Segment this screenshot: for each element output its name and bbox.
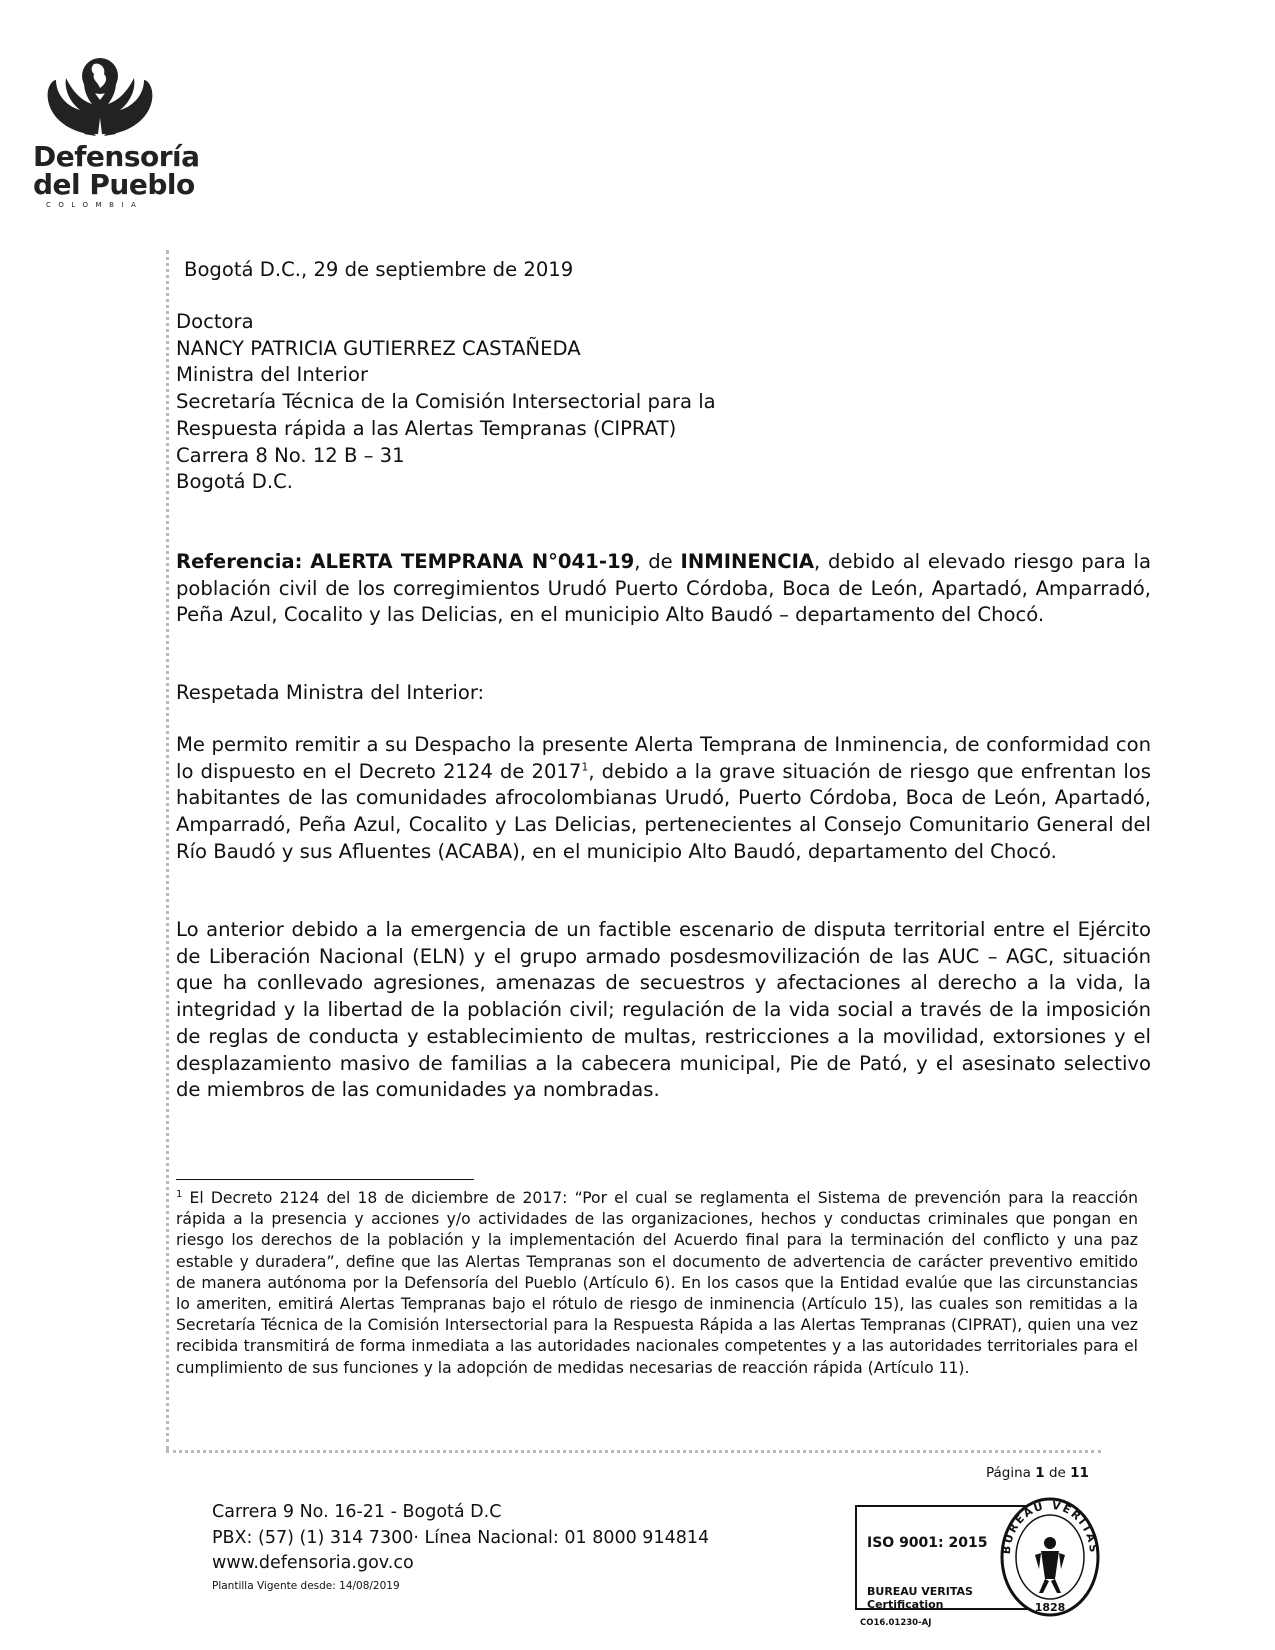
paragraph-1-text-a: Me permito remitir a su Despacho la presente Alerta Temprana de Inminencia, de conformidad con lo dispuesto en el Decreto 2124 de 2017	[176, 733, 1151, 783]
reference-label: Referencia:	[176, 550, 303, 573]
recipient-city: Bogotá D.C.	[176, 470, 293, 494]
dove-hands-icon	[40, 50, 160, 140]
page-of: de	[1048, 1465, 1066, 1481]
footer-address: Carrera 9 No. 16-21 - Bogotá D.C	[212, 1502, 502, 1522]
iso-certification-badge	[855, 1495, 1125, 1635]
reference-connector: , de	[634, 550, 681, 573]
reference-paragraph	[176, 549, 1151, 629]
page-total: 11	[1070, 1465, 1089, 1481]
certificate-code: CO16.01230-AJ	[860, 1618, 932, 1628]
body-paragraph-2: Lo anterior debido a la emergencia de un factible escenario de disputa territorial entre el Ejército de Liberación Nacional (ELN) y el grupo armado posdesmovilización de las AUC – AGC, situación que ha conllevado agresiones, amenazas de secuestros y afectaciones al derecho a la vida, la integridad y la libertad de la población civil; regulación de la vida social a través de la imposición de reglas de conducta y establecimiento de multas, restricciones a la movilidad, extorsiones y el desplazamiento masivo de familias a la cabecera municipal, Pie de Pató, y el asesinato selectivo de miembros de las comunidades ya nombradas.	[176, 918, 1151, 1102]
logo-title-line2: del Pueblo	[33, 168, 195, 201]
reference-alert-number: ALERTA TEMPRANA N°041-19	[310, 550, 635, 573]
bureau-veritas-label	[867, 1585, 973, 1611]
footnote-reference: 1	[581, 760, 589, 774]
bv-line2: Certification	[867, 1598, 944, 1611]
recipient-position: Ministra del Interior	[176, 363, 369, 387]
footer-website: www.defensoria.gov.co	[212, 1553, 414, 1573]
logo-country: COLOMBIA	[46, 201, 144, 209]
recipient-block	[176, 309, 1151, 496]
reference-alert-type: INMINENCIA	[680, 550, 815, 573]
seal-ring-text: BUREAU VERITAS	[999, 1498, 1101, 1555]
salutation: Respetada Ministra del Interior:	[176, 681, 485, 704]
seal-year: 1828	[1034, 1601, 1066, 1614]
page-number	[986, 1465, 1089, 1481]
bottom-dotted-rule	[166, 1450, 1101, 1453]
iso-label: ISO 9001: 2015	[867, 1535, 988, 1551]
recipient-title: Doctora	[176, 310, 254, 333]
footnote-separator	[176, 1179, 474, 1180]
letter-date: Bogotá D.C., 29 de septiembre de 2019	[184, 258, 574, 281]
footnote-marker: 1	[176, 1188, 183, 1200]
recipient-street: Carrera 8 No. 12 B – 31	[176, 443, 405, 467]
page-current: 1	[1035, 1465, 1045, 1481]
left-margin-dotted-rule	[166, 250, 169, 1450]
footnote	[176, 1188, 1138, 1379]
bureau-veritas-seal-icon	[995, 1495, 1105, 1623]
footnote-text: El Decreto 2124 del 18 de diciembre de 2017: “Por el cual se reglamenta el Sistema de prevención para la reacción rápida a la presencia y acciones y/o actividades de las organizaciones, hechos y conductas criminales que pongan en riesgo los derechos de la población y la implementación del Acuerdo final para la terminación del conflicto y una paz estable y duradera”, define que las Alertas Tempranas son el documento de advertencia de carácter preventivo emitido de manera autónoma por la Defensoría del Pueblo (Artículo 6). En los casos que la Entidad evalúe que las circunstancias lo ameriten, emitirá Alertas Tempranas bajo el rótulo de riesgo de inminencia (Artículo 15), las cuales son remitidas a la Secretaría Técnica de la Comisión Intersectorial para la Respuesta Rápida a las Alertas Tempranas (CIPRAT), quien una vez recibida transmitirá de forma inmediata a las autoridades nacionales competentes y a las autoridades territoriales para el cumplimiento de sus funciones y la adopción de medidas necesarias de reacción rápida (Artículo 11).	[176, 1189, 1138, 1377]
footer-phone: PBX: (57) (1) 314 7300· Línea Nacional: 01 8000 914814	[212, 1527, 710, 1548]
page-label: Página	[986, 1465, 1031, 1481]
bv-line1: BUREAU VERITAS	[867, 1585, 973, 1598]
paragraph-1-text-b: , debido a la grave situación de riesgo que enfrentan los habitantes de las comunidades afrocolombianas Urudó, Puerto Córdoba, Boca de León, Apartadó, Amparradó, Peña Azul, Cocalito y Las Delicias, pertenecientes al Consejo Comunitario General del Río Baudó y sus Afluentes (ACABA), en el municipio Alto Baudó, departamento del Chocó.	[176, 759, 1151, 863]
footer-contact	[212, 1500, 709, 1595]
body-paragraph-1	[176, 732, 1151, 866]
footer-template-date: Plantilla Vigente desde: 14/08/2019	[212, 1579, 400, 1592]
reference-description: , debido al elevado riesgo para la población civil de los corregimientos Urudó Puerto Córdoba, Boca de León, Apartadó, Amparradó, Peña Azul, Cocalito y las Delicias, en el municipio Alto Baudó – departamento del Chocó.	[176, 550, 1151, 627]
recipient-office-line1: Secretaría Técnica de la Comisión Intersectorial para la	[176, 390, 716, 414]
recipient-office-line2: Respuesta rápida a las Alertas Tempranas (CIPRAT)	[176, 416, 677, 440]
logo-title-line1: Defensoría	[33, 140, 200, 173]
defensoria-logo	[28, 50, 200, 210]
recipient-name: NANCY PATRICIA GUTIERREZ CASTAÑEDA	[176, 336, 581, 360]
